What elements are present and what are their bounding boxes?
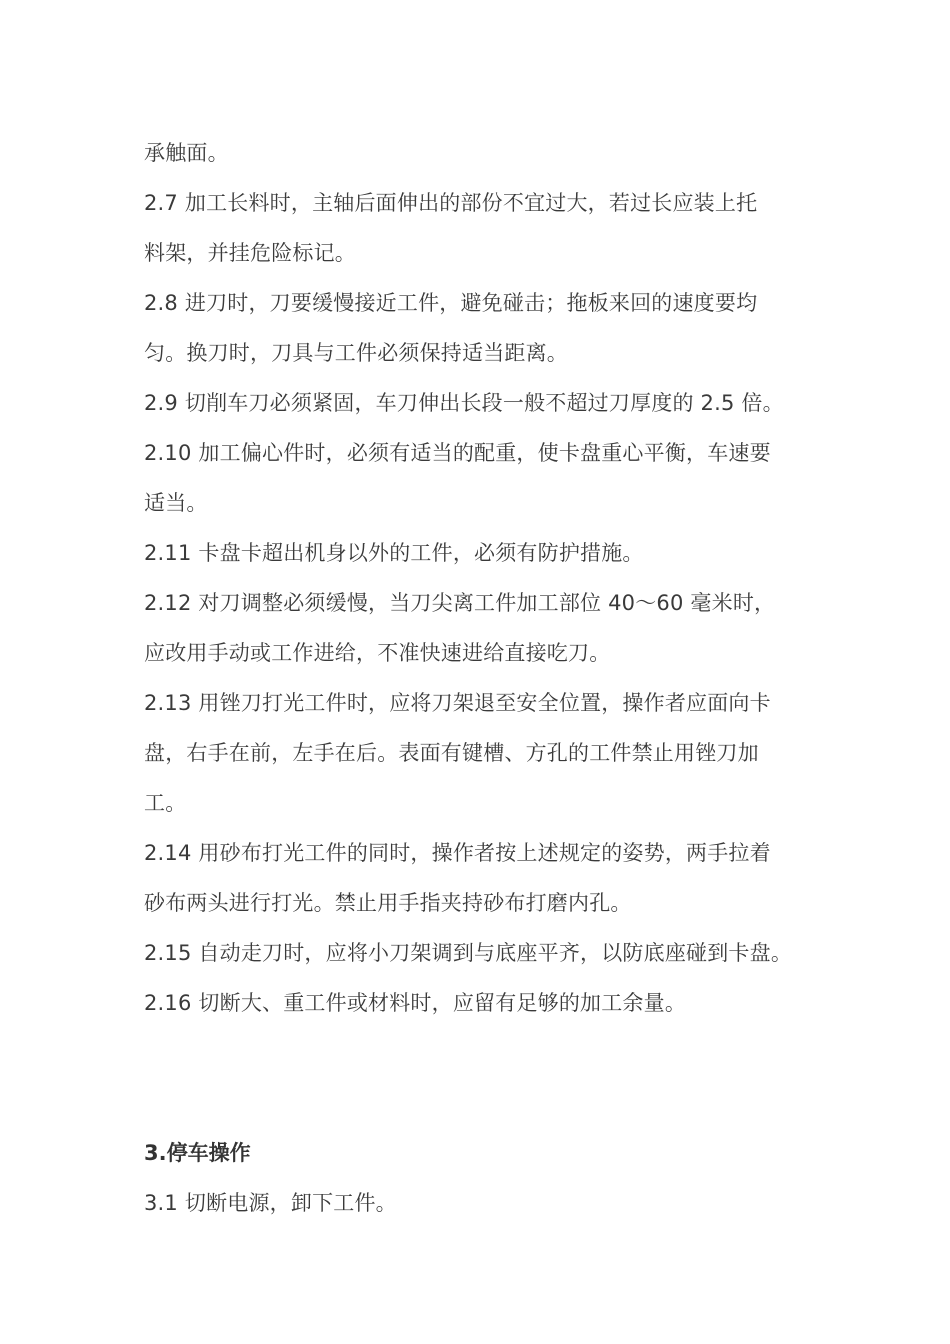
text-line: 2.11 卡盘卡超出机身以外的工件，必须有防护措施。	[144, 541, 644, 565]
text-line: 2.16 切断大、重工件或材料时，应留有足够的加工余量。	[144, 991, 687, 1015]
text-line: 应改用手动或工作进给，不准快速进给直接吃刀。	[144, 641, 611, 665]
text-line: 工。	[144, 791, 187, 815]
text-line: 2.15 自动走刀时，应将小刀架调到与底座平齐，以防底座碰到卡盘。	[144, 941, 793, 965]
text-line: 承触面。	[144, 141, 229, 165]
text-line: 2.9 切削车刀必须紧固，车刀伸出长段一般不超过刀厚度的 2.5 倍。	[144, 391, 784, 415]
section-heading: 3.停车操作	[144, 1141, 251, 1165]
text-line: 3.1 切断电源，卸下工件。	[144, 1191, 397, 1215]
document-body	[144, 128, 814, 1228]
text-line: 2.8 进刀时，刀要缓慢接近工件，避免碰击；拖板来回的速度要均	[144, 291, 758, 315]
text-line: 2.13 用锉刀打光工件时，应将刀架退至安全位置，操作者应面向卡	[144, 691, 771, 715]
text-line: 砂布两头进行打光。禁止用手指夹持砂布打磨内孔。	[144, 891, 632, 915]
text-line: 盘，右手在前，左手在后。表面有键槽、方孔的工件禁止用锉刀加	[144, 741, 759, 765]
text-line: 2.10 加工偏心件时，必须有适当的配重，使卡盘重心平衡，车速要	[144, 441, 771, 465]
text-line: 2.14 用砂布打光工件的同时，操作者按上述规定的姿势，两手拉着	[144, 841, 771, 865]
text-line: 适当。	[144, 491, 208, 515]
text-line: 匀。换刀时，刀具与工件必须保持适当距离。	[144, 341, 568, 365]
text-line: 2.7 加工长料时，主轴后面伸出的部份不宜过大，若过长应装上托	[144, 191, 758, 215]
text-line: 料架，并挂危险标记。	[144, 241, 356, 265]
section-gap	[144, 1028, 814, 1128]
text-line: 2.12 对刀调整必须缓慢，当刀尖离工件加工部位 40～60 毫米时，	[144, 591, 776, 615]
